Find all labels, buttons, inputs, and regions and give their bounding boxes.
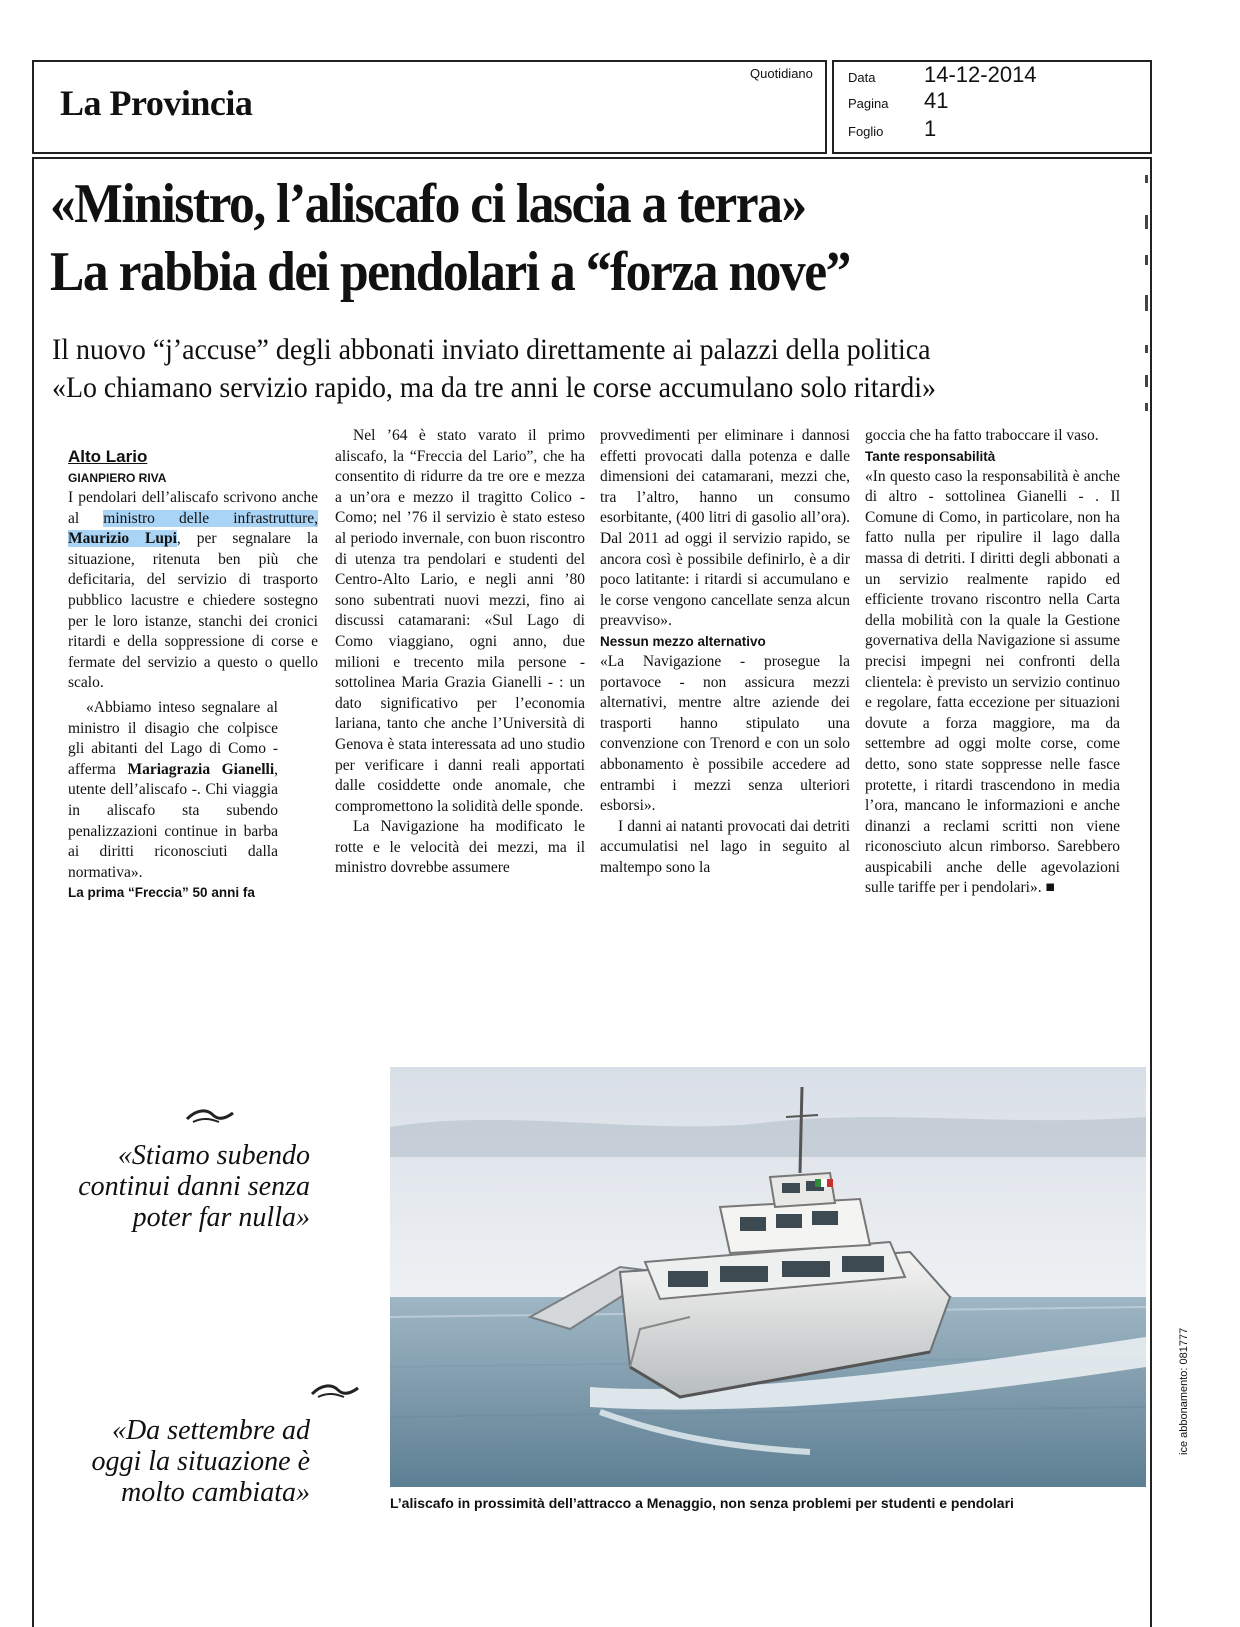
paragraph bbox=[68, 488, 318, 694]
issue-info-box bbox=[832, 60, 1152, 154]
flourish-icon bbox=[185, 1107, 235, 1125]
paragraph: goccia che ha fatto traboccare il vaso. bbox=[865, 427, 1099, 444]
masthead: La Provincia bbox=[60, 83, 253, 123]
pull-quote-1: «Stiamo subendo continui danni senza poter far nulla» bbox=[78, 1140, 310, 1233]
highlighted-name: Maurizio Lupi bbox=[68, 530, 177, 548]
subscription-code: ice abbonamento: 081777 bbox=[1178, 1327, 1190, 1455]
section-heading: La prima “Freccia” 50 anni fa bbox=[68, 885, 255, 901]
article-column-3 bbox=[600, 426, 850, 878]
photo-caption: L’aliscafo in prossimità dell’attracco a Menaggio, non senza problemi per studenti e pendolari bbox=[390, 1495, 1014, 1511]
headline-line-1: «Ministro, l’aliscafo ci lascia a terra» bbox=[50, 173, 806, 235]
subhead-line-1: Il nuovo “j’accuse” degli abbonati inviato direttamente ai palazzi della politica bbox=[52, 333, 931, 366]
sheet-label: Foglio bbox=[848, 124, 884, 139]
pull-quote-2: «Da settembre ad oggi la situazione è molto cambiata» bbox=[91, 1415, 310, 1508]
text-run: , per segnalare la situazione, ritenuta ben più che deficitaria, del servizio di trasporto pubblico lacustre e chiedere sostegno per le loro istanze, stanchi dei cronici ritardi e della soppressione di corse e fermate del servizio a questo o quello scalo. bbox=[68, 530, 318, 692]
text-run: , utente dell’aliscafo -. Chi viaggia in aliscafo sta subendo penalizzazioni continue in barba ai diritti riconosciuti dalla normativa». bbox=[68, 760, 278, 881]
article-column-4 bbox=[865, 426, 1120, 899]
paragraph: La Navigazione ha modificato le rotte e le velocità dei mezzi, ma il ministro dovrebbe assumere bbox=[335, 818, 585, 877]
page-value: 41 bbox=[924, 88, 949, 113]
page-label: Pagina bbox=[848, 96, 889, 111]
subhead-line-2: «Lo chiamano servizio rapido, ma da tre anni le corse accumulano solo ritardi» bbox=[52, 371, 936, 404]
kicker: Alto Lario bbox=[68, 447, 148, 466]
paragraph: «In questo caso la responsabilità è anche di altro - sottolinea Gianelli - . Il Comune di Como, in particolare, non ha fatto nulla per ripulire il lago dalla massa di detriti. I diritti degli abbonati a un servizio realmente rapido ed efficiente trovano riscontro nella Carta della mobilità con la quale la Gestione governativa della Navigazione si assume precisi impegni nei confronti della clientela: è previsto un servizio continuo e regolare, fatta eccezione per situazioni dovute a forza maggiore, ma da settembre ad oggi molte corse, come detto, sono state soppresse nelle fasce protette, i ritardi trascendono in media l’ora, mancano le informazioni e anche dinanzi a reclami scritti non viene riconosciuto alcun rimborso. Sarebbero auspicabili anche delle agevolazioni sulle tariffe per i pendolari». ■ bbox=[865, 467, 1120, 897]
paragraph bbox=[68, 698, 318, 883]
sheet-value: 1 bbox=[924, 116, 937, 141]
article-column-1 bbox=[68, 446, 318, 903]
paragraph: I danni ai natanti provocati dai detriti accumulatisi nel lago in seguito al maltempo sono la bbox=[600, 817, 850, 876]
text-run: «Abbiamo inteso segnalare al ministro il disagio che colpisce gli abitanti del Lago di Como - afferma bbox=[68, 698, 278, 778]
highlighted-text: ministro delle infrastrutture, bbox=[103, 509, 318, 527]
edge-marks bbox=[1144, 175, 1150, 415]
hydrofoil-photo bbox=[390, 1067, 1146, 1487]
section-heading: Tante responsabilità bbox=[865, 448, 996, 464]
text-run: I pendolari dell’aliscafo scrivono anche al bbox=[68, 489, 318, 527]
paragraph: provvedimenti per eliminare i dannosi effetti provocati dalla potenza e dalle dimensioni dei catamarani, mezzi che, tra l’altro, hanno un consumo esorbitante, (400 litri di gasolio all’ora). Dal 2011 ad oggi il servizio rapido, se ancora così è possibile definirlo, è a dir poco latitante: i ritardi si accumulano e le corse vengono cancellate senza alcun preavviso». bbox=[600, 427, 850, 630]
quoted-name: Mariagrazia Gianelli bbox=[127, 760, 275, 778]
publication-type: Quotidiano bbox=[750, 66, 813, 81]
paragraph: «La Navigazione - prosegue la portavoce - non assicura mezzi alternativi, mentre altre aziende dei trasporti hanno stipulato una convenzione con Trenord e con un solo abbonamento è possibile accedere ad entrambi i mezzi senza ulteriori esborsi». bbox=[600, 652, 850, 815]
date-label: Data bbox=[848, 70, 876, 85]
article-column-2 bbox=[335, 426, 585, 879]
byline: GIANPIERO RIVA bbox=[68, 471, 167, 485]
section-heading: Nessun mezzo alternativo bbox=[600, 633, 766, 649]
date-value: 14-12-2014 bbox=[924, 62, 1037, 87]
paragraph: Nel ’64 è stato varato il primo aliscafo, la “Freccia del Lario”, che ha consentito di ridurre da tre ore e mezza a un’ora e mezzo il tragitto Colico - Como; nel ’76 il servizio è stato esteso al periodo invernale, con buon riscontro di utenza tra pendolari e studenti del Centro-Alto Lario, e negli anni ’80 sono subentrati nuovi mezzi, fino ai discussi catamarani: «Sul Lago di Como viaggiano, ogni anno, due milioni e trecento mila persone - sottolinea Maria Grazia Gianelli - : un dato significativo per l’economia lariana, tanto che anche l’Università di Genova è stata interessata ad uno studio per verificare i danni reali apportati dalle cosiddette onde anomale, che compromettono la solidità delle sponde. bbox=[335, 427, 585, 815]
flourish-icon bbox=[310, 1382, 360, 1400]
headline-line-2: La rabbia dei pendolari a “forza nove” bbox=[50, 241, 850, 303]
